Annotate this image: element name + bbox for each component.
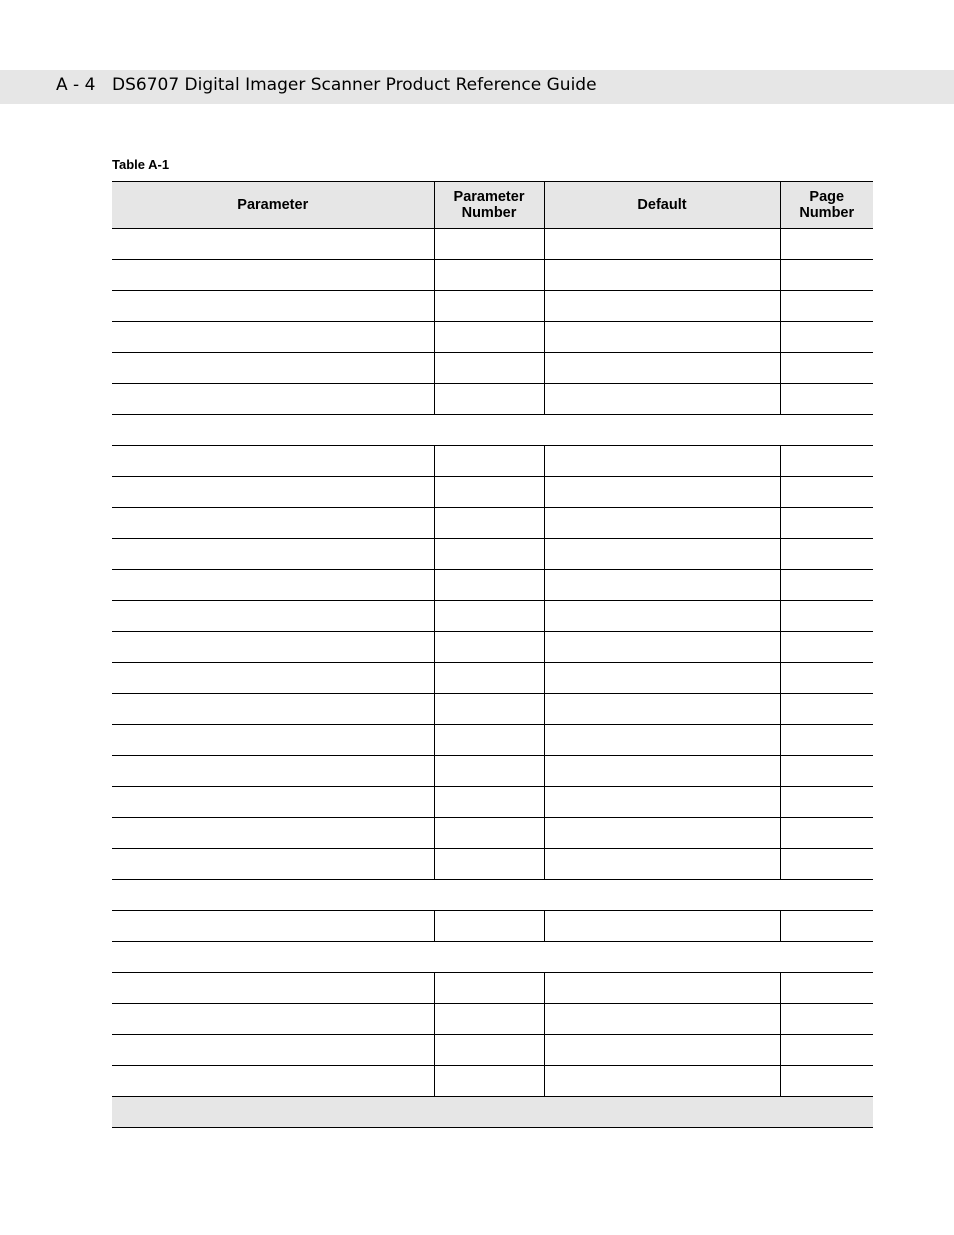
table-row (112, 911, 873, 942)
table-row (112, 446, 873, 477)
parameter-defaults-table (112, 181, 873, 1128)
table-row (112, 570, 873, 601)
document-title: DS6707 Digital Imager Scanner Product Reference Guide (112, 75, 597, 95)
table-caption: Table A-1 (112, 157, 170, 172)
table-row (112, 260, 873, 291)
table-row (112, 787, 873, 818)
table-row (112, 601, 873, 632)
table-row (112, 1066, 873, 1097)
column-header-default: Default (544, 182, 780, 229)
table-row (112, 322, 873, 353)
table-row (112, 694, 873, 725)
table-row (112, 725, 873, 756)
table-row (112, 229, 873, 260)
table-footer-row (112, 1097, 873, 1128)
table-header-row (112, 182, 873, 229)
table-row (112, 756, 873, 787)
table-row (112, 291, 873, 322)
table-row (112, 632, 873, 663)
column-header-parameter: Parameter (112, 182, 434, 229)
table-row (112, 849, 873, 880)
table-row (112, 663, 873, 694)
table-row (112, 818, 873, 849)
table-row (112, 477, 873, 508)
section-row (112, 415, 873, 446)
table-row (112, 973, 873, 1004)
table-row (112, 539, 873, 570)
table-row (112, 1004, 873, 1035)
page-number: A - 4 (56, 75, 96, 95)
column-header-page-number: Page Number (780, 182, 873, 229)
table-row (112, 1035, 873, 1066)
section-row (112, 880, 873, 911)
table-row (112, 508, 873, 539)
table-row (112, 353, 873, 384)
section-row (112, 942, 873, 973)
column-header-parameter-number: Parameter Number (434, 182, 544, 229)
table-row (112, 384, 873, 415)
